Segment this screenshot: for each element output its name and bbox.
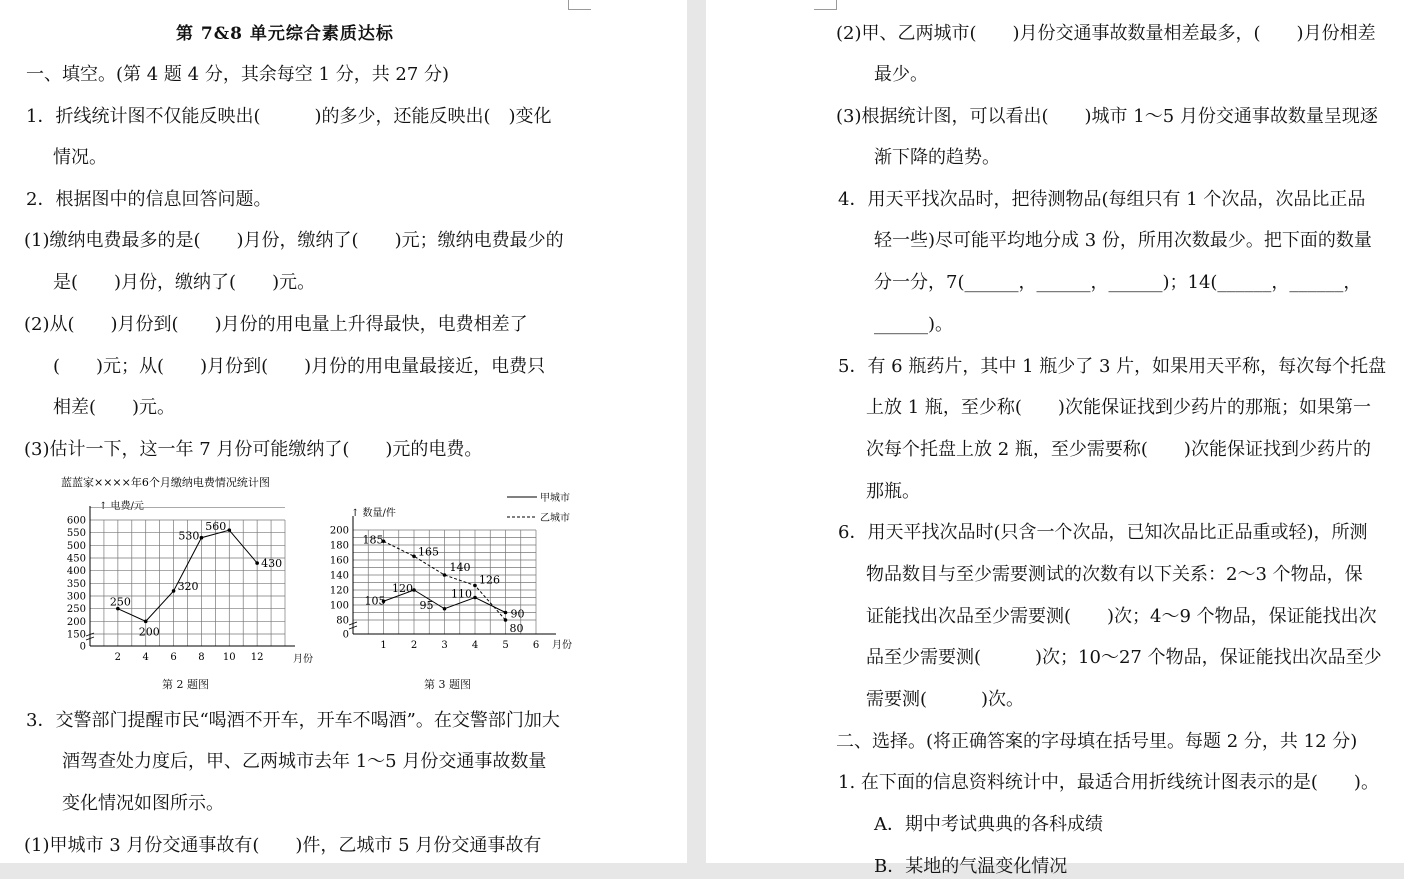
y-tick-label: 600: [66, 515, 86, 527]
question-6-line-3: 证能找出次品至少需要测( )次；4～9 个物品，保证能找出次: [866, 606, 1377, 627]
city-b-point: [473, 584, 477, 588]
fee-data-label: 200: [138, 625, 160, 639]
question-2-3: (3)估计一下，这一年 7 月份可能缴纳了( )元的电费。: [24, 439, 483, 460]
question-3-line-1: 3．交警部门提醒市民“喝酒不开车，开车不喝酒”。在交警部门加大: [26, 710, 560, 731]
fee-data-label: 430: [261, 557, 283, 571]
y-tick-label: 150: [66, 629, 86, 641]
question-3-line-2: 酒驾查处力度后，甲、乙两城市去年 1～5 月份交通事故数量: [62, 751, 547, 772]
x-tick-label: 10: [222, 652, 236, 663]
fee-data-label: 250: [109, 595, 131, 609]
y-tick-label: 500: [66, 540, 86, 552]
y-tick-label: 350: [66, 578, 86, 590]
chart-title: 蓝蓝家××××年6个月缴纳电费情况统计图: [61, 476, 270, 489]
city-b-data-label: 80: [509, 622, 524, 635]
y-axis-label: ↑ 电费/元: [99, 501, 144, 512]
electricity-fee-line-chart: [55, 472, 315, 672]
city-a-point: [504, 611, 508, 615]
y-tick-label: 550: [66, 528, 86, 540]
question-3-3-line-1: (3)根据统计图，可以看出( )城市 1～5 月份交通事故数量呈现逐: [836, 106, 1378, 127]
choice-option-b: B．某地的气温变化情况: [874, 856, 1068, 877]
question-2: 2．根据图中的信息回答问题。: [26, 189, 272, 210]
legend-label: 乙城市: [540, 513, 570, 524]
city-b-point: [443, 573, 447, 577]
city-b-data-label: 140: [449, 561, 471, 574]
x-tick-label: 8: [198, 652, 205, 663]
question-6-line-4: 品至少需要测( )次；10～27 个物品，保证能找出次品至少: [866, 647, 1382, 668]
fee-point: [227, 528, 231, 532]
city-b-data-label: 185: [362, 533, 384, 547]
city-b-point: [504, 618, 508, 622]
chart-3-caption: 第 3 题图: [424, 678, 471, 691]
y-tick-label: 140: [329, 570, 349, 582]
city-b-data-label: 126: [479, 573, 500, 587]
left-page: [0, 0, 687, 863]
question-3-3-line-2: 渐下降的趋势。: [874, 147, 1000, 168]
city-a-point: [473, 596, 477, 600]
city-a-data-label: 90: [510, 607, 525, 621]
question-5-line-3: 次每个托盘上放 2 瓶，至少需要称( )次能保证找到少药片的: [866, 439, 1371, 460]
question-5-line-4: 那瓶。: [866, 481, 920, 502]
traffic-accident-line-chart: [325, 486, 590, 672]
y-tick-label: 0: [342, 629, 349, 641]
question-1-line-2: 情况。: [53, 147, 107, 168]
city-a-data-label: 105: [364, 594, 386, 608]
city-a-point: [443, 607, 447, 611]
x-tick-label: 2: [410, 640, 418, 651]
question-2-1-line-2: 是( )月份，缴纳了( )元。: [53, 272, 316, 293]
y-tick-label: 400: [66, 566, 86, 578]
fee-point: [255, 561, 259, 565]
crop-mark: [568, 0, 591, 10]
x-tick-label: 12: [250, 652, 264, 663]
y-tick-label: 180: [329, 540, 349, 552]
question-6-line-2: 物品数目与至少需要测试的次数有以下关系：2～3 个物品，保: [866, 564, 1363, 585]
x-tick-label: 5: [502, 640, 509, 651]
y-tick-label: 120: [329, 585, 349, 597]
y-tick-label: 450: [66, 553, 86, 565]
question-2-1-line-1: (1)缴纳电费最多的是( )月份，缴纳了( )元；缴纳电费最少的: [24, 230, 564, 251]
question-4-line-1: 4．用天平找次品时，把待测物品(每组只有 1 个次品，次品比正品: [838, 189, 1366, 210]
question-2-2-line-1: (2)从( )月份到( )月份的用电量上升得最快，电费相差了: [24, 314, 528, 335]
city-a-data-label: 110: [451, 587, 472, 601]
crop-mark: [814, 0, 837, 10]
x-tick-label: 4: [142, 652, 149, 663]
y-tick-label: 100: [329, 600, 349, 612]
x-axis-label: 月份: [293, 654, 313, 665]
question-5-line-2: 上放 1 瓶，至少称( )次能保证找到少药片的那瓶；如果第一: [866, 397, 1371, 418]
legend-label: 甲城市: [540, 493, 570, 504]
question-4-line-2: 轻一些)尽可能平均地分成 3 份，所用次数最少。把下面的数量: [874, 230, 1372, 251]
y-tick-label: 300: [66, 591, 86, 603]
right-page: [706, 0, 1404, 877]
x-tick-label: 3: [441, 640, 448, 651]
y-tick-label: 80: [336, 615, 349, 627]
y-axis-label: ↑ 数量/件: [351, 508, 396, 519]
question-3-2-line-2: 最少。: [874, 64, 928, 85]
question-6-line-1: 6．用天平找次品时(只含一个次品，已知次品比正品重或轻)，所测: [838, 522, 1368, 543]
y-tick-label: 160: [329, 555, 349, 567]
x-tick-label: 4: [471, 640, 479, 651]
question-2-2-line-3: 相差( )元。: [53, 397, 176, 418]
question-3-2-line-1: (2)甲、乙两城市( )月份交通事故数量相差最多，( )月份相差: [836, 23, 1376, 44]
city-a-data-label: 95: [419, 598, 434, 612]
y-tick-label: 200: [66, 616, 86, 628]
page-title: 第 7&8 单元综合素质达标: [176, 24, 394, 44]
choice-question-1: 1. 在下面的信息资料统计中，最适合用折线统计图表示的是( )。: [838, 772, 1379, 793]
fee-point: [144, 620, 148, 624]
question-3-line-3: 变化情况如图所示。: [62, 793, 224, 814]
choice-option-a: A．期中考试典典的各科成绩: [874, 814, 1103, 835]
x-tick-label: 1: [380, 640, 387, 651]
question-4-line-3: 分一分，7(______，______，______)；14(______，______，: [874, 272, 1362, 293]
fee-point: [200, 536, 204, 540]
question-5-line-1: 5．有 6 瓶药片，其中 1 瓶少了 3 片，如果用天平称，每次每个托盘: [838, 356, 1387, 377]
y-tick-label: 0: [79, 641, 86, 653]
fee-data-label: 320: [177, 579, 199, 593]
section-heading-fill: 一、填空。(第 4 题 4 分，其余每空 1 分，共 27 分): [26, 64, 450, 85]
x-tick-label: 6: [532, 640, 540, 651]
section-heading-choice: 二、选择。(将正确答案的字母填在括号里。每题 2 分，共 12 分): [836, 731, 1358, 752]
city-b-point: [412, 554, 416, 558]
x-tick-label: 6: [170, 652, 177, 663]
x-axis-label: 月份: [552, 640, 572, 651]
question-4-line-4: ______)。: [874, 314, 954, 335]
question-1-line-1: 1．折线统计图不仅能反映出( )的多少，还能反映出( )变化: [26, 106, 552, 127]
x-tick-label: 2: [114, 652, 122, 663]
y-tick-label: 250: [66, 604, 86, 616]
fee-data-label: 530: [178, 529, 200, 543]
city-b-data-label: 165: [418, 545, 439, 559]
question-3-1: (1)甲城市 3 月份交通事故有( )件，乙城市 5 月份交通事故有: [24, 835, 542, 856]
fee-point: [172, 589, 176, 593]
city-a-data-label: 120: [392, 582, 413, 595]
question-2-2-line-2: ( )元；从( )月份到( )月份的用电量最接近，电费只: [53, 356, 546, 377]
chart-2-caption: 第 2 题图: [162, 678, 209, 691]
y-tick-label: 200: [329, 525, 349, 537]
question-6-line-5: 需要测( )次。: [866, 689, 1025, 710]
fee-data-label: 560: [205, 520, 227, 534]
